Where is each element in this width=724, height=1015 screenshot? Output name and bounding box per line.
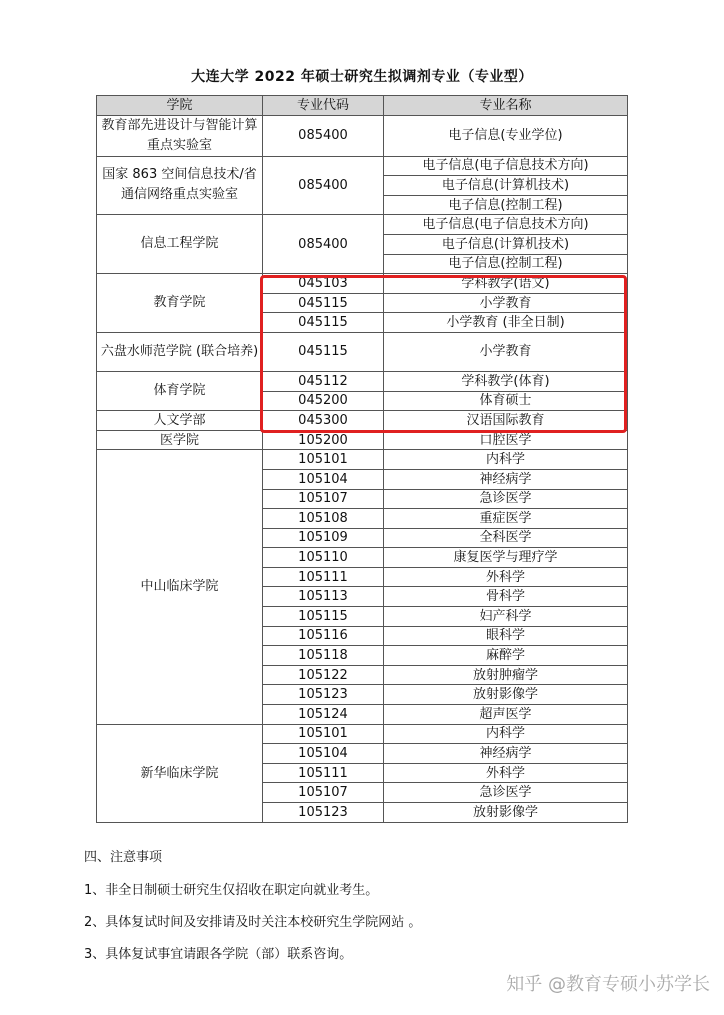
major-cell: 放射影像学: [384, 803, 628, 823]
code-cell: 105104: [263, 469, 384, 489]
code-cell: 045115: [263, 313, 384, 333]
major-cell: 口腔医学: [384, 430, 628, 450]
major-cell: 神经病学: [384, 469, 628, 489]
highlight-box: [260, 275, 627, 433]
note-item: 2、具体复试时间及安排请及时关注本校研究生学院网站 。: [84, 915, 422, 930]
header-major: 专业名称: [384, 96, 628, 116]
major-cell: 电子信息(专业学位): [384, 115, 628, 156]
major-cell: 重症医学: [384, 509, 628, 529]
table-row: [97, 115, 628, 156]
major-cell: 急诊医学: [384, 489, 628, 509]
table-row: [97, 430, 628, 450]
header-school: 学院: [97, 96, 263, 116]
major-cell: 妇产科学: [384, 607, 628, 627]
table-row: [97, 156, 628, 176]
major-table: [96, 95, 628, 823]
code-cell: 105111: [263, 567, 384, 587]
major-cell: 麻醉学: [384, 646, 628, 666]
notes-heading: 四、注意事项: [84, 850, 163, 865]
header-code: 专业代码: [263, 96, 384, 116]
major-cell: 急诊医学: [384, 783, 628, 803]
code-cell: 045115: [263, 293, 384, 313]
code-cell: 085400: [263, 115, 384, 156]
major-cell: 内科学: [384, 450, 628, 470]
code-cell: 045112: [263, 371, 384, 391]
code-cell: 045200: [263, 391, 384, 411]
code-cell: 105110: [263, 548, 384, 568]
major-cell: 小学教育: [384, 332, 628, 371]
table-row: [97, 215, 628, 235]
major-cell: 外科学: [384, 567, 628, 587]
major-cell: 电子信息(电子信息技术方向): [384, 215, 628, 235]
notes-section: [84, 846, 421, 975]
major-cell: 小学教育 (非全日制): [384, 313, 628, 333]
major-cell: 学科教学(体育): [384, 371, 628, 391]
document-title: 大连大学 2022 年硕士研究生拟调剂专业（专业型）: [191, 69, 533, 85]
watermark: 知乎 @教育专硕小苏学长: [506, 974, 710, 995]
school-cell: 人文学部: [97, 411, 263, 431]
major-cell: 超声医学: [384, 705, 628, 725]
table-row: [97, 724, 628, 744]
major-cell: 放射影像学: [384, 685, 628, 705]
code-cell: 105107: [263, 783, 384, 803]
major-cell: 电子信息(控制工程): [384, 195, 628, 215]
major-cell: 眼科学: [384, 626, 628, 646]
major-cell: 骨科学: [384, 587, 628, 607]
table-row: [97, 450, 628, 470]
code-cell: 105107: [263, 489, 384, 509]
code-cell: 105101: [263, 724, 384, 744]
major-cell: 电子信息(计算机技术): [384, 176, 628, 196]
code-cell: 045115: [263, 332, 384, 371]
school-cell: 教育部先进设计与智能计算重点实验室: [97, 115, 263, 156]
code-cell: 105113: [263, 587, 384, 607]
school-cell: 医学院: [97, 430, 263, 450]
major-cell: 内科学: [384, 724, 628, 744]
table-header-row: [97, 96, 628, 116]
code-cell: 105111: [263, 763, 384, 783]
major-cell: 汉语国际教育: [384, 411, 628, 431]
major-cell: 神经病学: [384, 744, 628, 764]
major-cell: 放射肿瘤学: [384, 665, 628, 685]
note-item: 3、具体复试事宜请跟各学院（部）联系咨询。: [84, 947, 353, 962]
school-cell: 中山临床学院: [97, 450, 263, 724]
code-cell: 105104: [263, 744, 384, 764]
major-cell: 外科学: [384, 763, 628, 783]
code-cell: 105122: [263, 665, 384, 685]
school-cell: 新华临床学院: [97, 724, 263, 822]
major-cell: 全科医学: [384, 528, 628, 548]
major-cell: 体育硕士: [384, 391, 628, 411]
code-cell: 105115: [263, 607, 384, 627]
major-cell: 小学教育: [384, 293, 628, 313]
note-item: 1、非全日制硕士研究生仅招收在职定向就业考生。: [84, 883, 379, 898]
school-cell: 国家 863 空间信息技术/省通信网络重点实验室: [97, 156, 263, 215]
code-cell: 085400: [263, 215, 384, 274]
code-cell: 105124: [263, 705, 384, 725]
major-cell: 学科教学(语文): [384, 274, 628, 294]
code-cell: 105101: [263, 450, 384, 470]
code-cell: 105200: [263, 430, 384, 450]
major-cell: 康复医学与理疗学: [384, 548, 628, 568]
code-cell: 105118: [263, 646, 384, 666]
school-cell: 体育学院: [97, 371, 263, 410]
school-cell: 六盘水师范学院 (联合培养): [97, 332, 263, 371]
major-cell: 电子信息(计算机技术): [384, 234, 628, 254]
code-cell: 045300: [263, 411, 384, 431]
code-cell: 085400: [263, 156, 384, 215]
code-cell: 105116: [263, 626, 384, 646]
code-cell: 105123: [263, 685, 384, 705]
school-cell: 信息工程学院: [97, 215, 263, 274]
code-cell: 045103: [263, 274, 384, 294]
major-cell: 电子信息(控制工程): [384, 254, 628, 274]
major-cell: 电子信息(电子信息技术方向): [384, 156, 628, 176]
code-cell: 105109: [263, 528, 384, 548]
school-cell: 教育学院: [97, 274, 263, 333]
code-cell: 105108: [263, 509, 384, 529]
code-cell: 105123: [263, 803, 384, 823]
